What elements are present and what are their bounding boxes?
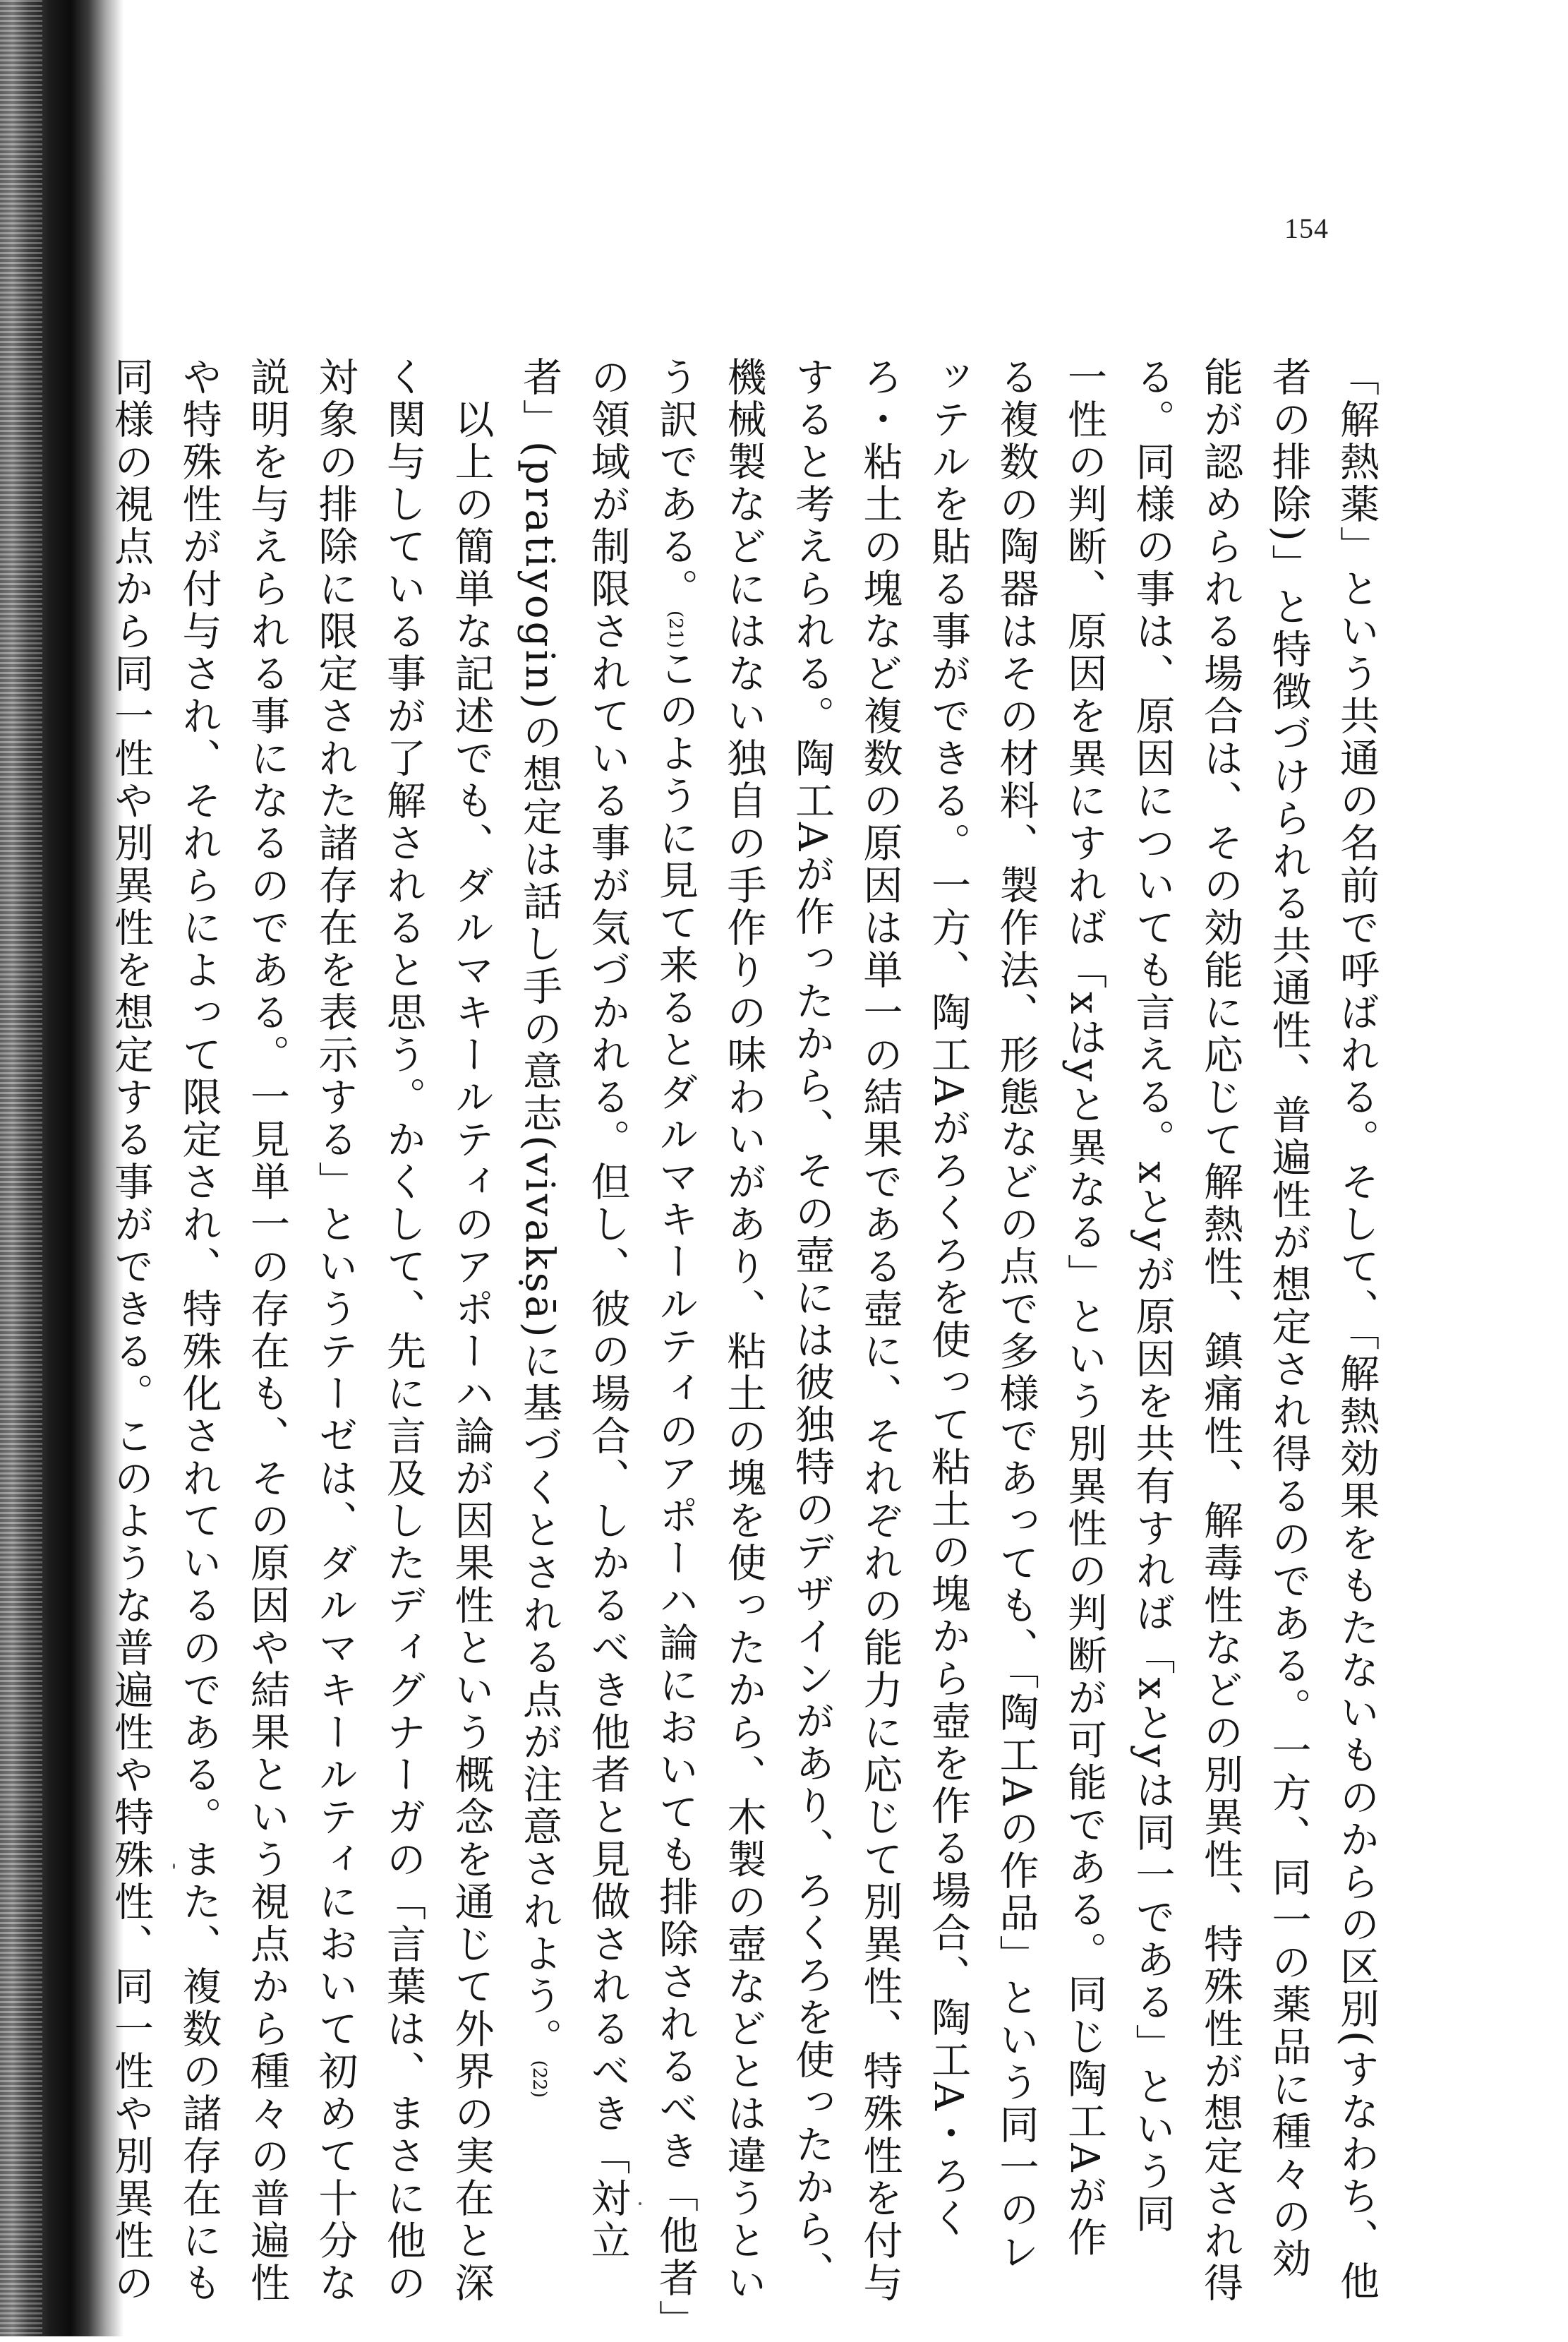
line-11-part-a: う訳である。: [653, 356, 699, 611]
text-line-10: 機械製などにはない独自の手作りの味わいがあり、粘土の塊を使ったから、木製の壺などとは違うとい: [720, 356, 767, 2305]
text-line-7: ッテルを貼る事ができる。一方、陶工Aがろくろを使って粘土の塊から壺を作る場合、陶工A・ろく: [925, 356, 971, 2240]
text-line-1: 「解熱薬」という共通の名前で呼ばれる。そして、「解熱効果をもたないものからの区別(すなわち、他: [1334, 356, 1380, 2303]
text-line-6: る複数の陶器はその材料、製作法、形態などの点で多様であっても、「陶工Aの作品」という同一のレ: [993, 356, 1039, 2274]
text-line-5: 一性の判断、原因を異にすれば「xはyと異なる」という別異性の判断が可能である。同じ陶工Aが作: [1061, 356, 1107, 2259]
text-line-17: 説明を与えられる事になるのである。一見単一の存在も、その原因や結果という視点から種々の普遍性: [244, 356, 290, 2305]
text-line-3: 能が認められる場合は、その効能に応じて解熱性、鎮痛性、解毒性などの別異性、特殊性が想定され得: [1198, 356, 1243, 2305]
text-line-16: 対象の排除に限定された諸存在を表示する」というテーゼは、ダルマキールティにおいて初めて十分な: [312, 356, 358, 2305]
text-line-11: [641, 356, 710, 2342]
text-line-9: すると考えられる。陶工Aが作ったから、その壺には彼独特のデザインがあり、ろくろを使ったから、: [789, 356, 835, 2294]
text-line-14: 以上の簡単な記述でも、ダルマキールティのアポーハ論が因果性という概念を通じて外界の実在と深: [448, 356, 495, 2305]
text-line-4: る。同様の事は、原因についても言える。xとyが原因を共有すれば「xとyは同一である」という同: [1129, 356, 1176, 2236]
text-line-13: [505, 356, 574, 2135]
text-line-15: く関与している事が了解されると思う。かくして、先に言及したディグナーガの「言葉は、まさに他の: [380, 356, 426, 2305]
line-11-part-b: このように見て来るとダルマキールティのアポーハ論においても排除されるべき「他者」: [653, 648, 699, 2342]
text-line-19: 同様の視点から同一性や別異性を想定する事ができる。このような普遍性や特殊性、同一性や別異性の: [108, 356, 154, 2305]
line-13-part-a: 者」(pratiyogin)の想定は話し手の意志(vivakṣā)に基づくとされる点が注意されよう。: [517, 356, 562, 2060]
scan-speck: [639, 2202, 641, 2205]
binding-speckle: [0, 0, 42, 2336]
page-number: 154: [1284, 212, 1329, 244]
scan-speck: [173, 1863, 175, 1869]
footnote-ref-22: (22): [529, 2060, 550, 2098]
text-line-12: の領域が制限されている事が気づかれる。但し、彼の場合、しかるべき他者と見做されるべき「対立: [584, 356, 631, 2262]
text-line-8: ろ・粘土の塊など複数の原因は単一の結果である壺に、それぞれの能力に応じて別異性、特殊性を付与: [857, 356, 903, 2305]
text-line-18: や特殊性が付与され、それらによって限定され、特殊化されているのである。また、複数の諸存在にも: [176, 356, 222, 2305]
body-text: [108, 356, 1390, 2342]
footnote-ref-21: (21): [665, 611, 686, 649]
text-line-2: 者の排除)」と特徴づけられる共通性、普遍性が想定され得るのである。一方、同一の薬品に種々の効: [1265, 356, 1312, 2281]
